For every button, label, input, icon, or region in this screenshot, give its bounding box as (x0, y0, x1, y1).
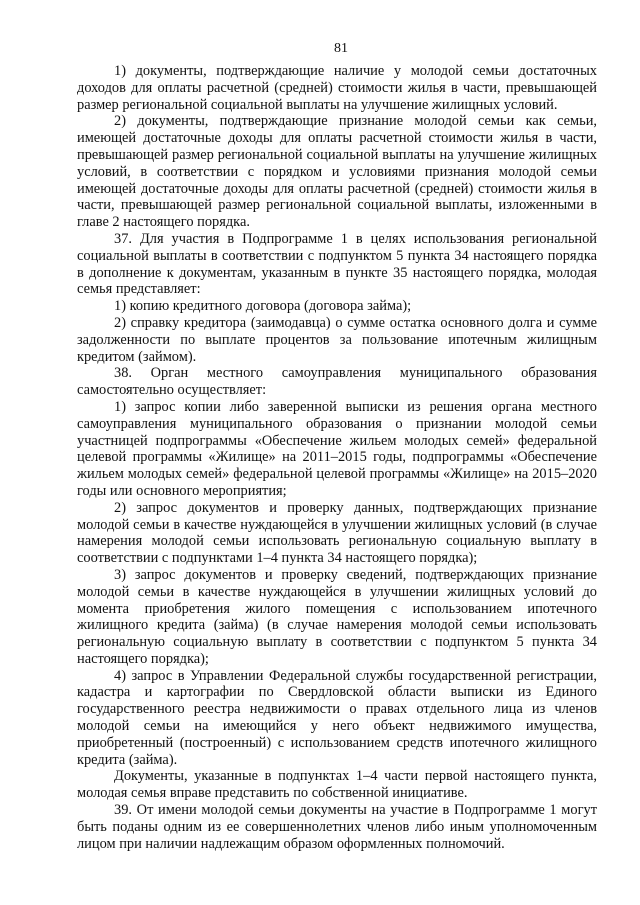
paragraph-item-2: 2) документы, подтверждающие признание молодой семьи как семьи, имеющей достаточные доходы для оплаты расчетной стоимости жилья в части, превышающей размер региональной социальной выплаты на улучшение жилищных условий, в соответствии с порядком и условиями признания молодой семьи имеющей достаточные доходы для оплаты расчетной (средней) стоимости жилья в части, превышающей размер региональной социальной выплаты, изложенными в главе 2 настоящего порядка. (77, 113, 597, 231)
paragraph-clause-38-item-2: 2) запрос документов и проверку данных, подтверждающих признание молодой семьи в качестве нуждающейся в улучшении жилищных условий (в случае намерения молодой семьи использовать региональную социальную выплату в соответствии с подпунктами 1–4 пункта 34 настоящего порядка); (77, 499, 597, 567)
paragraph-clause-37: 37. Для участия в Подпрограмме 1 в целях использования региональной социальной выплаты в соответствии с подпунктом 5 пункта 34 настоящего порядка в дополнение к документам, указанным в пункте 35 настоящего порядка, молодая семья представляет: (77, 230, 597, 298)
page-number: 81 (334, 41, 348, 56)
paragraph-clause-38-item-1: 1) запрос копии либо заверенной выписки из решения органа местного самоуправления муниципального образования о признании молодой семьи участницей подпрограммы «Обеспечение жильем молодых семей» федеральной целевой программы «Жилище» на 2011–2015 годы, подпрограммы «Обеспечение жильем молодых семей» федеральной целевой программы «Жилище» на 2015–2020 годы или основного мероприятия; (77, 398, 597, 499)
paragraph-item-1: 1) документы, подтверждающие наличие у молодой семьи достаточных доходов для оплаты расчетной (средней) стоимости жилья в части, превышающей размер региональной социальной выплаты на улучшение жилищных условий. (77, 63, 597, 113)
paragraph-documents-note: Документы, указанные в подпунктах 1–4 части первой настоящего пункта, молодая семья вправе представить по собственной инициативе. (77, 768, 597, 802)
paragraph-clause-38-item-3: 3) запрос документов и проверку сведений, подтверждающих признание молодой семьи в качестве нуждающейся в улучшении жилищных условий до момента приобретения жилого помещения с использованием ипотечного жилищного кредита (займа) (в случае намерения молодой семьи использовать региональную социальную выплату в соответствии с подпунктом 5 пункта 34 настоящего порядка); (77, 566, 597, 667)
paragraph-clause-39: 39. От имени молодой семьи документы на участие в Подпрограмме 1 могут быть поданы одним из ее совершеннолетних членов либо иным уполномоченным лицом при наличии надлежащим образом оформленных полномочий. (77, 802, 597, 852)
paragraph-clause-37-item-2: 2) справку кредитора (заимодавца) о сумме остатка основного долга и сумме задолженности по выплате процентов за пользование ипотечным жилищным кредитом (займом). (77, 314, 597, 365)
paragraph-clause-37-item-1: 1) копию кредитного договора (договора займа); (114, 298, 412, 315)
paragraph-clause-38-item-4: 4) запрос в Управлении Федеральной службы государственной регистрации, кадастра и картографии по Свердловской области выписки из Единого государственного реестра недвижимости о правах отдельного лица из членов молодой семьи на имеющийся у него объект недвижимого имущества, приобретенный (построенный) с использованием средств ипотечного жилищного кредита (займа). (77, 667, 597, 768)
paragraph-clause-38: 38. Орган местного самоуправления муниципального образования самостоятельно осуществляет: (77, 365, 597, 399)
